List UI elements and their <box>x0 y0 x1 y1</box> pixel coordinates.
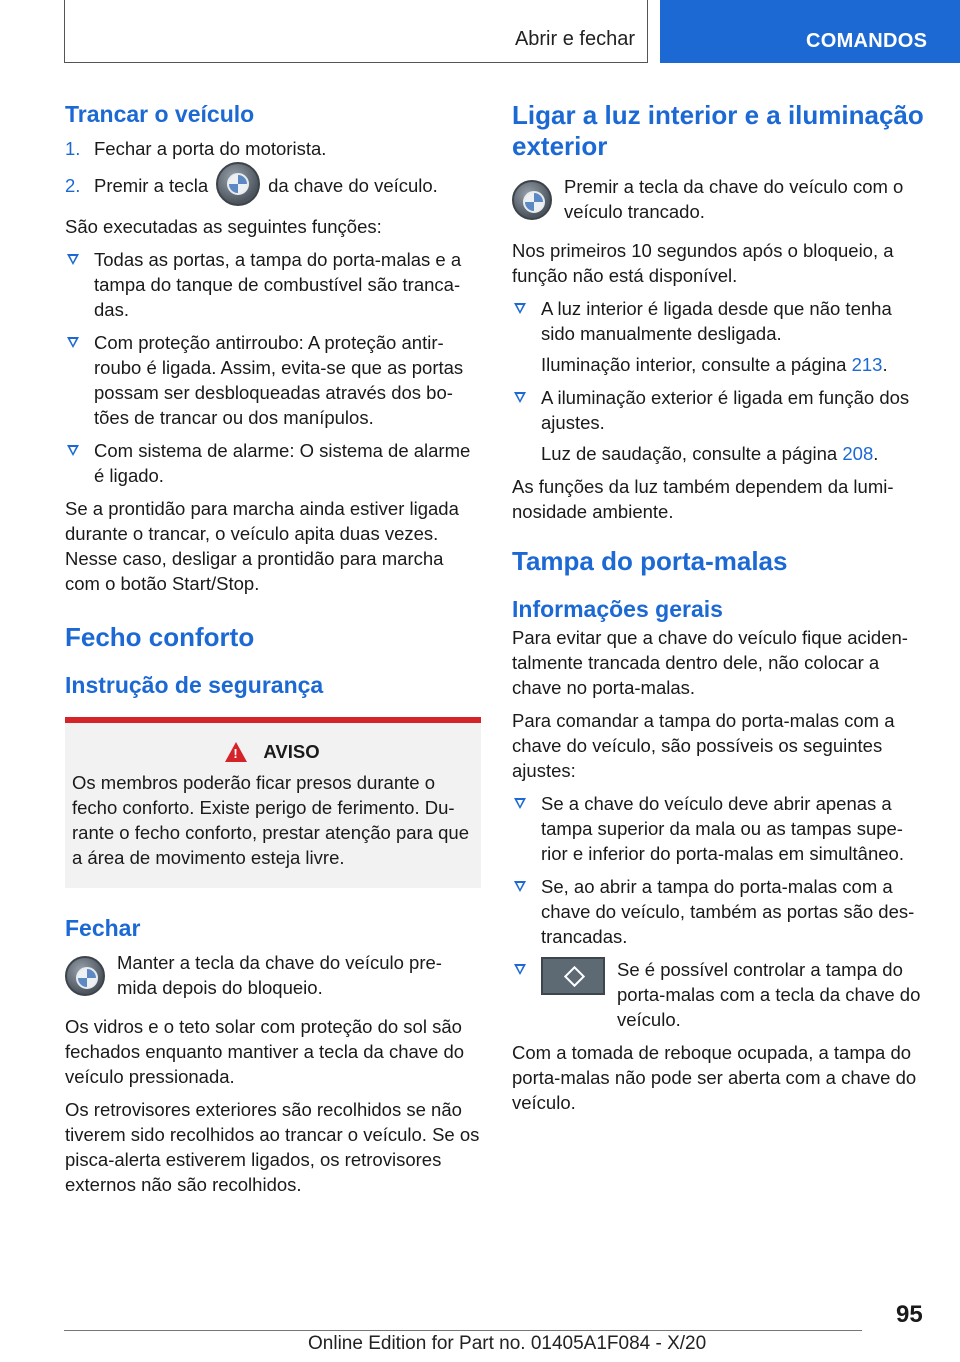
list-item-text: Todas as portas, a tampa do porta-malas e a tampa do tanque de combustível são tranca-das. <box>94 249 462 321</box>
list-item <box>65 438 481 488</box>
reference-text: Iluminação interior, consulte a página <box>541 354 847 375</box>
ajustes-list <box>512 791 928 1032</box>
step-text: Fechar a porta do motorista. <box>94 138 327 159</box>
list-item-text: A iluminação exterior é ligada em função dos ajustes. <box>541 387 910 433</box>
heading-info: Informações gerais <box>512 596 723 622</box>
bullet-triangle-icon <box>514 303 526 314</box>
step-item <box>65 136 481 161</box>
bmw-key-button-icon <box>65 956 105 996</box>
step-number: 1. <box>65 138 81 159</box>
heading-luz: Ligar a luz interior e a iluminação exterior <box>512 100 924 161</box>
bullet-triangle-icon <box>514 964 526 975</box>
warning-title <box>72 739 473 764</box>
fechar-instruction <box>65 950 481 1000</box>
list-item <box>512 791 928 866</box>
prontidao-paragraph: Se a prontidão para marcha ainda estiver ligada durante o trancar, o veículo apita duas vezes. Nesse caso, desligar a prontidão para marcha com o botão Start/Stop. <box>65 498 459 595</box>
trunk-setting-row <box>541 957 928 1032</box>
list-item <box>512 296 928 377</box>
heading-tampa: Tampa do porta-malas <box>512 546 788 576</box>
bullet-triangle-icon <box>67 254 79 265</box>
header-section-box <box>64 0 648 63</box>
funcoes-luz-paragraph: As funções da luz também dependem da lumi-nosidade ambiente. <box>512 476 894 522</box>
step-number: 2. <box>65 175 81 196</box>
bullet-triangle-icon <box>514 392 526 403</box>
heading-trancar: Trancar o veículo <box>65 101 255 127</box>
list-item-text: Com proteção antirroubo: A proteção antir-roubo é ligada. Assim, evita-se que as portas possam ser desbloqueadas através dos bo-tões de trancar ou dos manípulos. <box>94 332 464 429</box>
bullet-triangle-icon <box>67 445 79 456</box>
list-item <box>512 874 928 949</box>
header-section-title: Abrir e fechar <box>514 28 635 50</box>
list-item <box>512 957 928 1032</box>
step-text-after: da chave do veículo. <box>268 175 438 196</box>
footer-edition: Online Edition for Part no. 01405A1F084 - X/20 <box>308 1333 707 1354</box>
luz-list <box>512 296 928 466</box>
page-reference: Iluminação interior, consulte a página 213. <box>541 354 888 375</box>
bmw-key-button-icon <box>216 162 260 206</box>
vidros-paragraph: Os vidros e o teto solar com proteção do sol são fechados enquanto mantiver a tecla da chave do veículo pressionada. <box>65 1016 465 1088</box>
bullet-triangle-icon <box>514 798 526 809</box>
fechar-instruction-text: Manter a tecla da chave do veículo pre-mida depois do bloqueio. <box>117 952 442 999</box>
list-item <box>512 385 928 466</box>
footer-divider <box>64 1330 862 1331</box>
reboque-paragraph: Com a tomada de reboque ocupada, a tampa do porta-malas não pode ser aberta com a chave do veículo. <box>512 1042 917 1113</box>
comandar-paragraph: Para comandar a tampa do porta-malas com a chave do veículo, são possíveis os seguintes ajustes: <box>512 710 895 781</box>
list-item-text: Com sistema de alarme: O sistema de alarme é ligado. <box>94 440 471 487</box>
retrovisores-paragraph: Os retrovisores exteriores são recolhidos se não tiverem sido recolhidos ao trancar o veículo. Se os pisca-alerta estiverem ligados, os retrovisores externos não são recolhidos. <box>65 1099 480 1196</box>
warning-triangle-icon <box>225 742 247 762</box>
heading-fecho-conforto: Fecho conforto <box>65 622 255 653</box>
luz-instruction-text: Premir a tecla da chave do veículo com o veículo trancado. <box>564 176 904 222</box>
page-link[interactable]: 208 <box>842 443 874 464</box>
primeiros-paragraph: Nos primeiros 10 segundos após o bloqueio, a função não está disponível. <box>512 240 894 286</box>
list-item <box>65 247 481 322</box>
bullet-triangle-icon <box>67 337 79 348</box>
list-item-text: Se é possível controlar a tampa do porta-malas com a tecla da chave do veículo. <box>617 959 921 1030</box>
warning-title-text: AVISO <box>263 741 320 763</box>
luz-instruction <box>512 174 928 224</box>
page-number: 95 <box>896 1301 923 1328</box>
funcoes-intro: São executadas as seguintes funções: <box>65 216 382 238</box>
page-link[interactable]: 213 <box>851 354 883 375</box>
step-item <box>65 173 481 198</box>
list-item-text: Se a chave do veículo deve abrir apenas a tampa superior da mala ou as tampas supe-rior e inferior do porta-malas em simultâneo. <box>541 793 904 864</box>
header-chapter-tab: COMANDOS <box>660 0 960 63</box>
trunk-button-icon <box>541 957 605 995</box>
right-column <box>512 100 928 1123</box>
page-reference: Luz de saudação, consulte a página 208. <box>541 443 879 464</box>
warning-text: Os membros poderão ficar presos durante o fecho conforto. Existe perigo de ferimento. Du-rante o fecho conforto, prestar atenção para que a área de movimento esteja livre. <box>72 772 469 869</box>
list-item-text: A luz interior é ligada desde que não tenha sido manualmente desligada. <box>541 298 892 344</box>
reference-text: Luz de saudação, consulte a página <box>541 443 838 464</box>
funcoes-list <box>65 247 481 488</box>
warning-box <box>65 717 481 888</box>
heading-fechar: Fechar <box>65 915 141 942</box>
step-text-before: Premir a tecla <box>94 175 209 196</box>
steps-list <box>65 136 481 198</box>
list-item-text: Se, ao abrir a tampa do porta-malas com a chave do veículo, também as portas são des-trancadas. <box>541 876 915 947</box>
heading-instrucao: Instrução de segurança <box>65 672 324 699</box>
bmw-key-button-icon <box>512 180 552 220</box>
evitar-paragraph: Para evitar que a chave do veículo fique aciden-talmente trancada dentro dele, não colocar a chave no porta-malas. <box>512 627 908 698</box>
list-item <box>65 330 481 430</box>
bullet-triangle-icon <box>514 881 526 892</box>
left-column <box>65 100 481 1205</box>
